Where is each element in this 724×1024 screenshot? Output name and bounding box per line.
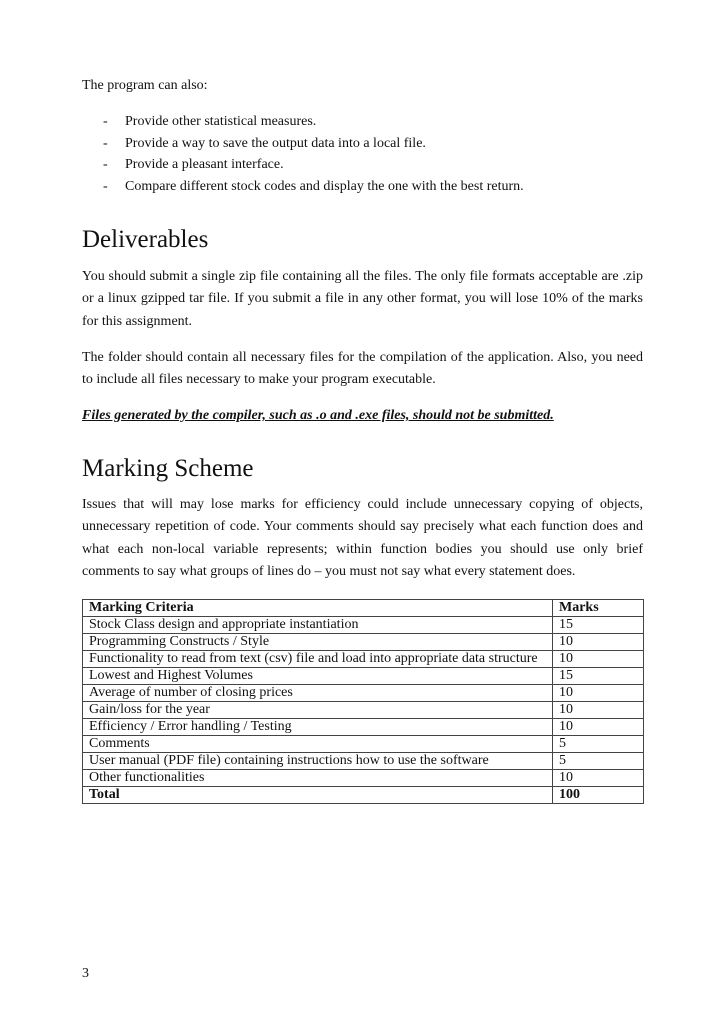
marks-column-header: Marks bbox=[553, 600, 644, 617]
list-item-text: Provide other statistical measures. bbox=[125, 114, 317, 129]
marking-table bbox=[82, 599, 644, 804]
compiler-files-warning: Files generated by the compiler, such as .o and .exe files, should not be submitted. bbox=[82, 408, 554, 423]
marks-cell: 10 bbox=[553, 770, 644, 787]
marks-cell: 10 bbox=[553, 685, 644, 702]
criteria-cell: Comments bbox=[83, 736, 553, 753]
table-row bbox=[83, 719, 644, 736]
list-item bbox=[82, 113, 524, 135]
page-number: 3 bbox=[82, 966, 89, 981]
list-item bbox=[82, 135, 524, 157]
marks-cell: 15 bbox=[553, 668, 644, 685]
table-row bbox=[83, 753, 644, 770]
criteria-cell: Other functionalities bbox=[83, 770, 553, 787]
list-item-text: Provide a pleasant interface. bbox=[125, 157, 284, 172]
criteria-cell: Functionality to read from text (csv) file and load into appropriate data structure bbox=[83, 651, 553, 668]
table-row bbox=[83, 651, 644, 668]
criteria-cell: Stock Class design and appropriate instantiation bbox=[83, 617, 553, 634]
table-row bbox=[83, 702, 644, 719]
table-header-row bbox=[83, 600, 644, 617]
deliverables-heading: Deliverables bbox=[82, 226, 209, 253]
marking-scheme-paragraph: Issues that will may lose marks for efficiency could include unnecessary copying of objects, unnecessary repetition of code. Your comments should say precisely what each function does and what each non-local variable represents; within function bodies you should use only brief comments to say what groups of lines do – you must not say what every statement does. bbox=[82, 497, 643, 579]
table-row bbox=[83, 634, 644, 651]
feature-list bbox=[82, 113, 524, 199]
list-item-text: Compare different stock codes and display the one with the best return. bbox=[125, 178, 524, 194]
table-row bbox=[83, 770, 644, 787]
intro-text: The program can also: bbox=[82, 78, 208, 93]
criteria-cell: Programming Constructs / Style bbox=[83, 634, 553, 651]
criteria-cell: Efficiency / Error handling / Testing bbox=[83, 719, 553, 736]
table-row bbox=[83, 736, 644, 753]
bullet-marker: - bbox=[103, 135, 108, 151]
marks-cell: 5 bbox=[553, 736, 644, 753]
table-row bbox=[83, 617, 644, 634]
deliverables-paragraph-2: The folder should contain all necessary files for the compilation of the application. Also, you need to include all files necessary to make your program executable. bbox=[82, 350, 643, 388]
total-label-cell: Total bbox=[83, 787, 553, 804]
table-row bbox=[83, 668, 644, 685]
criteria-column-header: Marking Criteria bbox=[83, 600, 553, 617]
criteria-cell: Lowest and Highest Volumes bbox=[83, 668, 553, 685]
marks-cell: 10 bbox=[553, 634, 644, 651]
marks-cell: 10 bbox=[553, 651, 644, 668]
criteria-cell: User manual (PDF file) containing instructions how to use the software bbox=[83, 753, 553, 770]
list-item bbox=[82, 178, 524, 200]
criteria-cell: Average of number of closing prices bbox=[83, 685, 553, 702]
bullet-marker: - bbox=[103, 114, 108, 129]
total-marks-cell: 100 bbox=[553, 787, 644, 804]
marks-cell: 5 bbox=[553, 753, 644, 770]
list-item-text: Provide a way to save the output data into a local file. bbox=[125, 135, 426, 151]
marks-cell: 10 bbox=[553, 702, 644, 719]
list-item bbox=[82, 156, 524, 178]
bullet-marker: - bbox=[103, 157, 108, 172]
total-row bbox=[83, 787, 644, 804]
marks-cell: 15 bbox=[553, 617, 644, 634]
table-row bbox=[83, 685, 644, 702]
marks-cell: 10 bbox=[553, 719, 644, 736]
criteria-cell: Gain/loss for the year bbox=[83, 702, 553, 719]
bullet-marker: - bbox=[103, 178, 108, 194]
marking-scheme-heading: Marking Scheme bbox=[82, 455, 254, 482]
deliverables-paragraph-1: You should submit a single zip file containing all the files. The only file formats acceptable are .zip or a linux gzipped tar file. If you submit a file in any other format, you will lose 10% of the marks for this assignment. bbox=[82, 269, 643, 329]
